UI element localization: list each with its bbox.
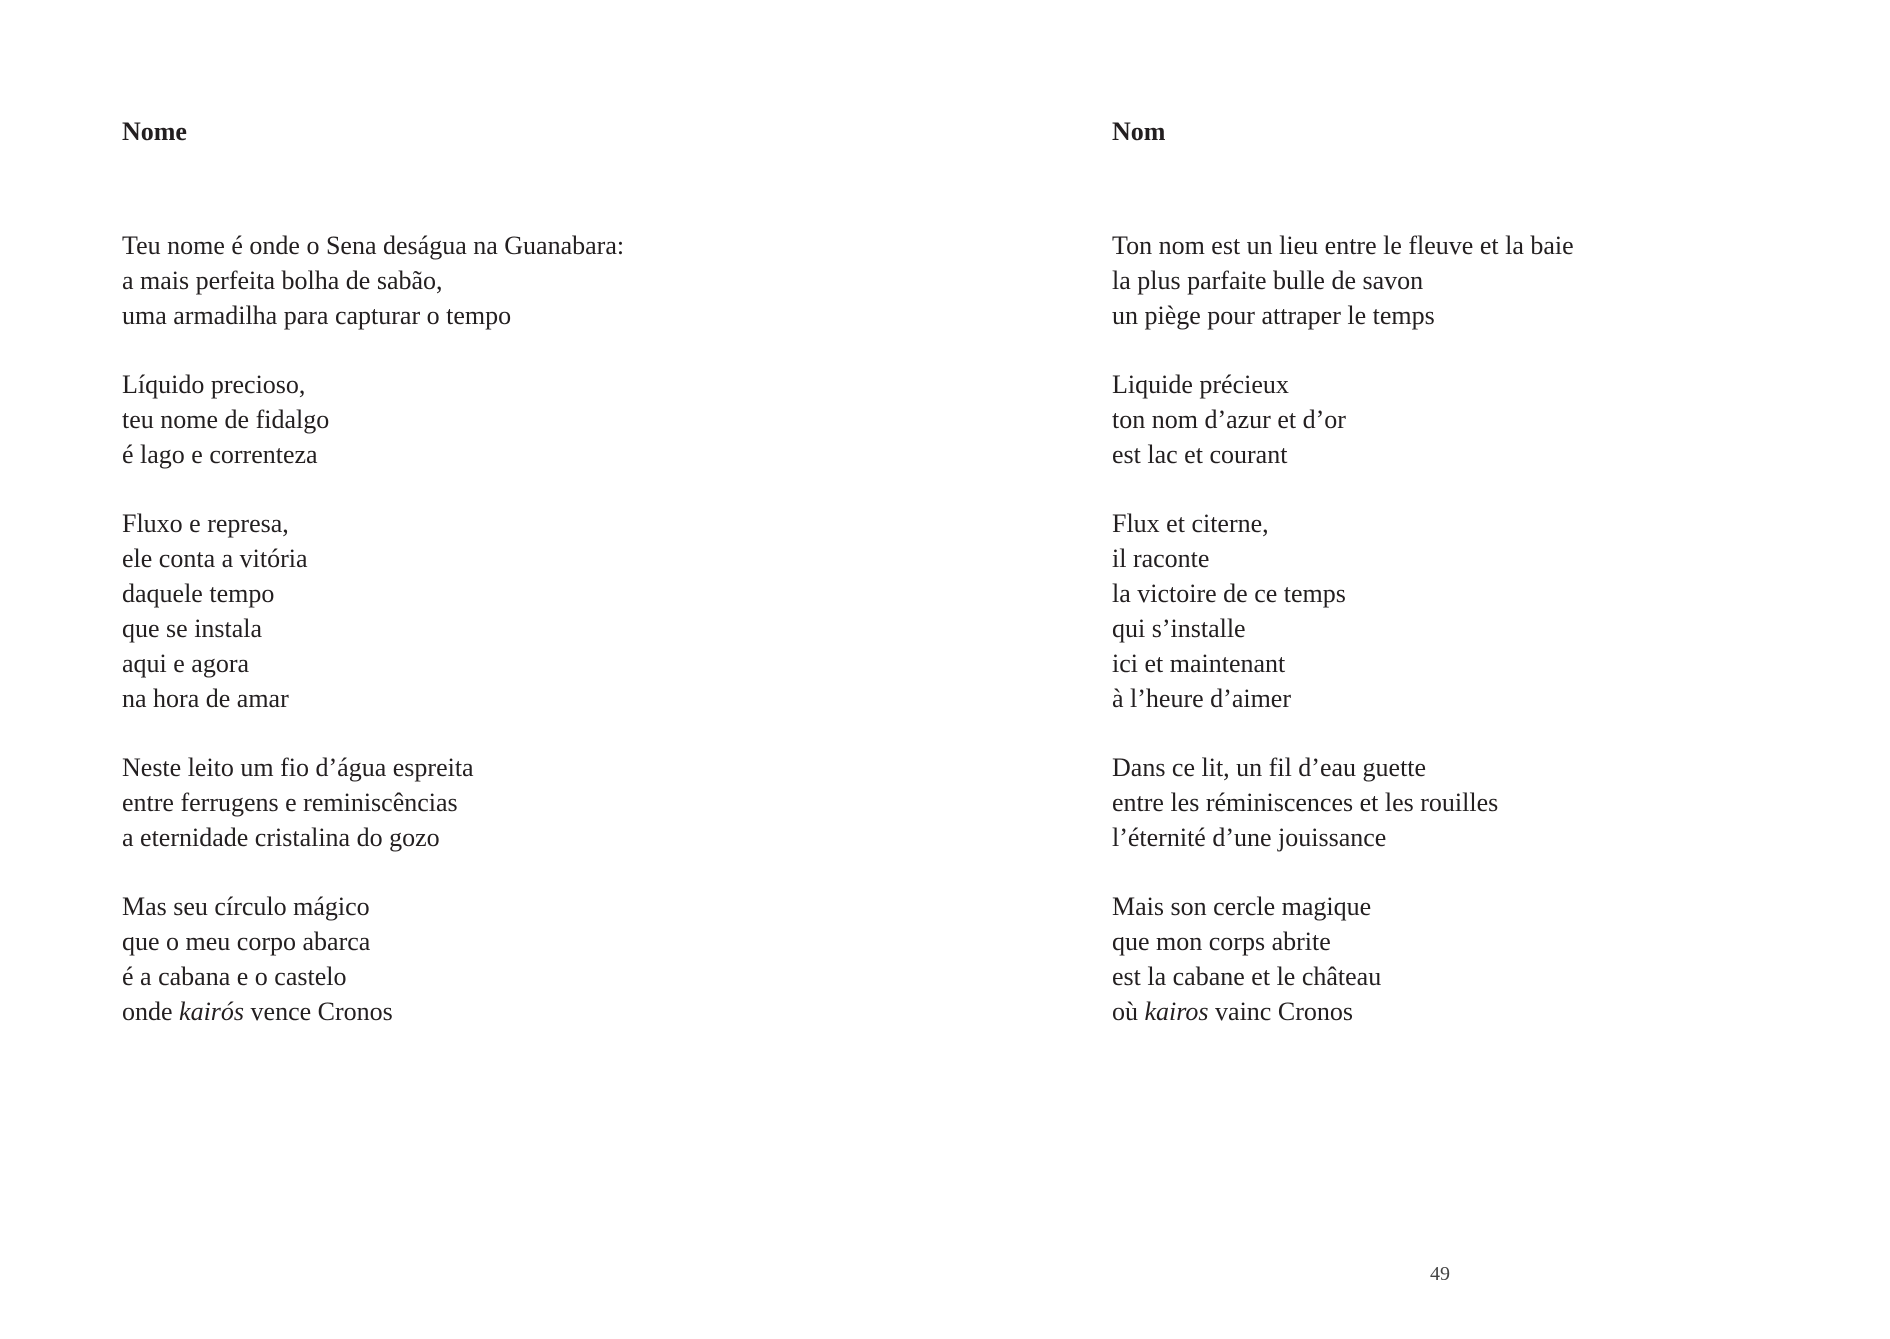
poem-line: entre ferrugens e reminiscências bbox=[122, 788, 458, 817]
poem-line: a eternidade cristalina do gozo bbox=[122, 823, 440, 852]
stanza bbox=[1112, 506, 1872, 716]
poem-line: ton nom d’azur et d’or bbox=[1112, 405, 1346, 434]
poem-line-final bbox=[122, 994, 882, 1029]
poem-line: a mais perfeita bolha de sabão, bbox=[122, 266, 443, 295]
stanza-list bbox=[122, 228, 882, 1029]
poem-line: Dans ce lit, un fil d’eau guette bbox=[1112, 753, 1427, 782]
stanza bbox=[122, 750, 882, 855]
stanza bbox=[122, 228, 882, 333]
poem-line: que mon corps abrite bbox=[1112, 927, 1331, 956]
poem-line: teu nome de fidalgo bbox=[122, 405, 330, 434]
stanza bbox=[1112, 750, 1872, 855]
poem-line: que o meu corpo abarca bbox=[122, 927, 371, 956]
poem-line: un piège pour attraper le temps bbox=[1112, 301, 1435, 330]
italic-word: kairós bbox=[179, 997, 245, 1026]
page-number: 49 bbox=[1430, 1263, 1450, 1285]
poem-line: il raconte bbox=[1112, 544, 1210, 573]
poem-line: est la cabane et le château bbox=[1112, 962, 1382, 991]
stanza-list bbox=[1112, 228, 1872, 1029]
french-poem-column bbox=[1112, 114, 1872, 1063]
poem-line: daquele tempo bbox=[122, 579, 275, 608]
poem-line: ici et maintenant bbox=[1112, 649, 1286, 678]
poem-line: qui s’installe bbox=[1112, 614, 1246, 643]
poem-line: uma armadilha para capturar o tempo bbox=[122, 301, 512, 330]
poem-line: que se instala bbox=[122, 614, 263, 643]
poem-line: est lac et courant bbox=[1112, 440, 1288, 469]
poem-line: na hora de amar bbox=[122, 684, 289, 713]
poem-line: Mais son cercle magique bbox=[1112, 892, 1372, 921]
poem-line: Neste leito um fio d’água espreita bbox=[122, 753, 474, 782]
poem-line: é lago e correnteza bbox=[122, 440, 318, 469]
poem-title-portuguese: Nome bbox=[122, 117, 187, 146]
poem-line: Líquido precioso, bbox=[122, 370, 306, 399]
poem-line: aqui e agora bbox=[122, 649, 250, 678]
poem-title-french: Nom bbox=[1112, 117, 1166, 146]
italic-word: kairos bbox=[1144, 997, 1209, 1026]
stanza bbox=[122, 506, 882, 716]
poem-line: l’éternité d’une jouissance bbox=[1112, 823, 1387, 852]
poem-line: à l’heure d’aimer bbox=[1112, 684, 1292, 713]
stanza bbox=[122, 889, 882, 1029]
poem-line: ele conta a vitória bbox=[122, 544, 308, 573]
poem-line: entre les réminiscences et les rouilles bbox=[1112, 788, 1499, 817]
portuguese-poem-column bbox=[122, 114, 882, 1063]
poem-line: Mas seu círculo mágico bbox=[122, 892, 370, 921]
poem-line: Teu nome é onde o Sena deságua na Guanabara: bbox=[122, 231, 625, 260]
line-text: vence Cronos bbox=[244, 997, 393, 1026]
poem-line: Liquide précieux bbox=[1112, 370, 1289, 399]
line-text: où bbox=[1112, 997, 1145, 1026]
poem-line: la victoire de ce temps bbox=[1112, 579, 1346, 608]
line-text: vainc Cronos bbox=[1208, 997, 1353, 1026]
stanza bbox=[1112, 367, 1872, 472]
poem-line-final bbox=[1112, 994, 1872, 1029]
poem-line: é a cabana e o castelo bbox=[122, 962, 347, 991]
stanza bbox=[1112, 889, 1872, 1029]
line-text: onde bbox=[122, 997, 180, 1026]
poem-line: la plus parfaite bulle de savon bbox=[1112, 266, 1424, 295]
stanza bbox=[1112, 228, 1872, 333]
poem-line: Ton nom est un lieu entre le fleuve et la baie bbox=[1112, 231, 1574, 260]
poem-line: Fluxo e represa, bbox=[122, 509, 289, 538]
poem-line: Flux et citerne, bbox=[1112, 509, 1269, 538]
stanza bbox=[122, 367, 882, 472]
